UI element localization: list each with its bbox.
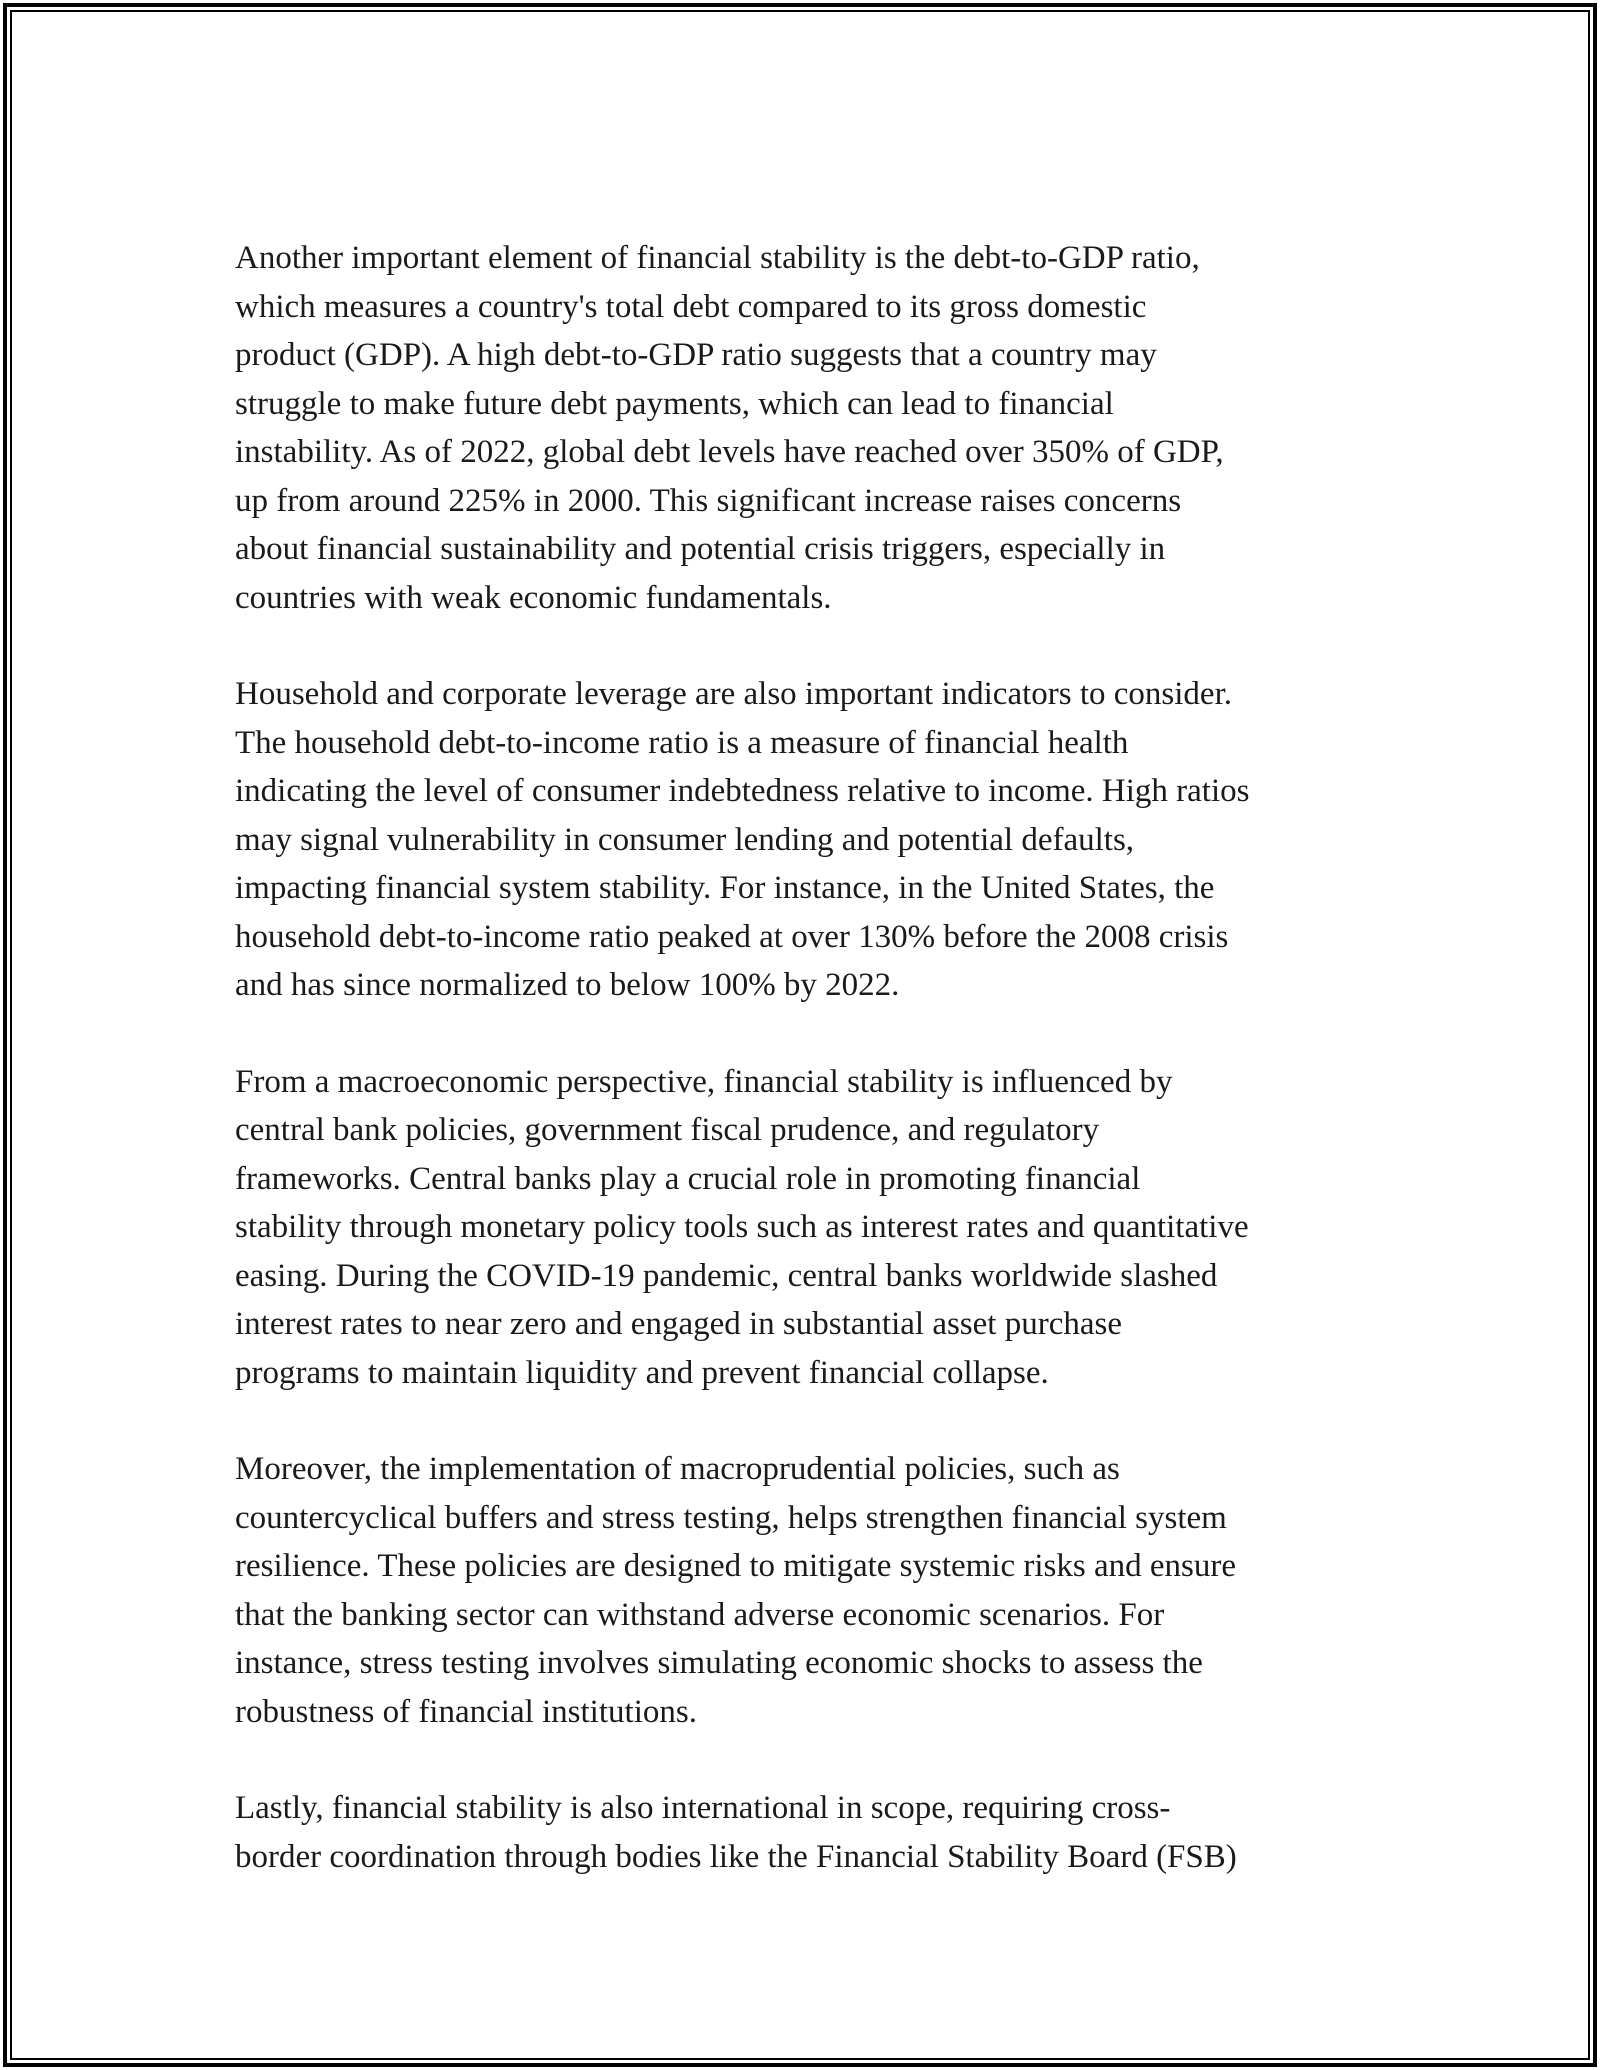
text-line: Moreover, the implementation of macroprudential policies, such as: [235, 1451, 1120, 1487]
text-line: easing. During the COVID-19 pandemic, central banks worldwide slashed: [235, 1257, 1218, 1294]
text-line: countries with weak economic fundamentals.: [235, 579, 832, 616]
text-line: product (GDP). A high debt-to-GDP ratio suggests that a country may: [235, 337, 1157, 373]
text-line: struggle to make future debt payments, which can lead to financial: [235, 385, 1114, 422]
text-line: frameworks. Central banks play a crucial role in promoting financial: [235, 1160, 1141, 1197]
text-line: Another important element of financial stability is the debt-to-GDP ratio,: [235, 240, 1200, 276]
text-line: and has since normalized to below 100% by 2022.: [235, 967, 900, 1003]
text-line: impacting financial system stability. For instance, in the United States, the: [235, 870, 1215, 906]
text-line: border coordination through bodies like the Financial Stability Board (FSB): [235, 1838, 1237, 1875]
paragraph-debt-to-gdp: [235, 234, 1385, 622]
text-line: household debt-to-income ratio peaked at over 130% before the 2008 crisis: [235, 918, 1229, 955]
paragraph-macroprudential: [235, 1445, 1385, 1736]
paragraph-international: [235, 1784, 1385, 1881]
text-line: instance, stress testing involves simulating economic shocks to assess the: [235, 1645, 1203, 1681]
text-line: resilience. These policies are designed to mitigate systemic risks and ensure: [235, 1548, 1237, 1584]
text-line: From a macroeconomic perspective, financial stability is influenced by: [235, 1063, 1173, 1100]
text-line: programs to maintain liquidity and prevent financial collapse.: [235, 1354, 1049, 1391]
document-body: [235, 234, 1385, 1929]
text-line: stability through monetary policy tools such as interest rates and quantitative: [235, 1209, 1249, 1245]
text-line: instability. As of 2022, global debt levels have reached over 350% of GDP,: [235, 434, 1224, 470]
text-line: interest rates to near zero and engaged in substantial asset purchase: [235, 1306, 1122, 1342]
text-line: central bank policies, government fiscal prudence, and regulatory: [235, 1112, 1100, 1148]
paragraph-macroeconomic: [235, 1058, 1385, 1398]
text-line: robustness of financial institutions.: [235, 1693, 697, 1730]
text-line: up from around 225% in 2000. This significant increase raises concerns: [235, 482, 1182, 519]
text-line: which measures a country's total debt compared to its gross domestic: [235, 288, 1147, 325]
text-line: that the banking sector can withstand adverse economic scenarios. For: [235, 1596, 1165, 1633]
text-line: may signal vulnerability in consumer lending and potential defaults,: [235, 821, 1135, 858]
text-line: Lastly, financial stability is also international in scope, requiring cross-: [235, 1790, 1171, 1826]
paragraph-household-leverage: [235, 670, 1385, 1010]
text-line: countercyclical buffers and stress testing, helps strengthen financial system: [235, 1499, 1227, 1536]
text-line: about financial sustainability and potential crisis triggers, especially in: [235, 531, 1166, 567]
text-line: The household debt-to-income ratio is a measure of financial health: [235, 724, 1129, 761]
text-line: indicating the level of consumer indebtedness relative to income. High ratios: [235, 773, 1250, 809]
text-line: Household and corporate leverage are also important indicators to consider.: [235, 676, 1232, 712]
